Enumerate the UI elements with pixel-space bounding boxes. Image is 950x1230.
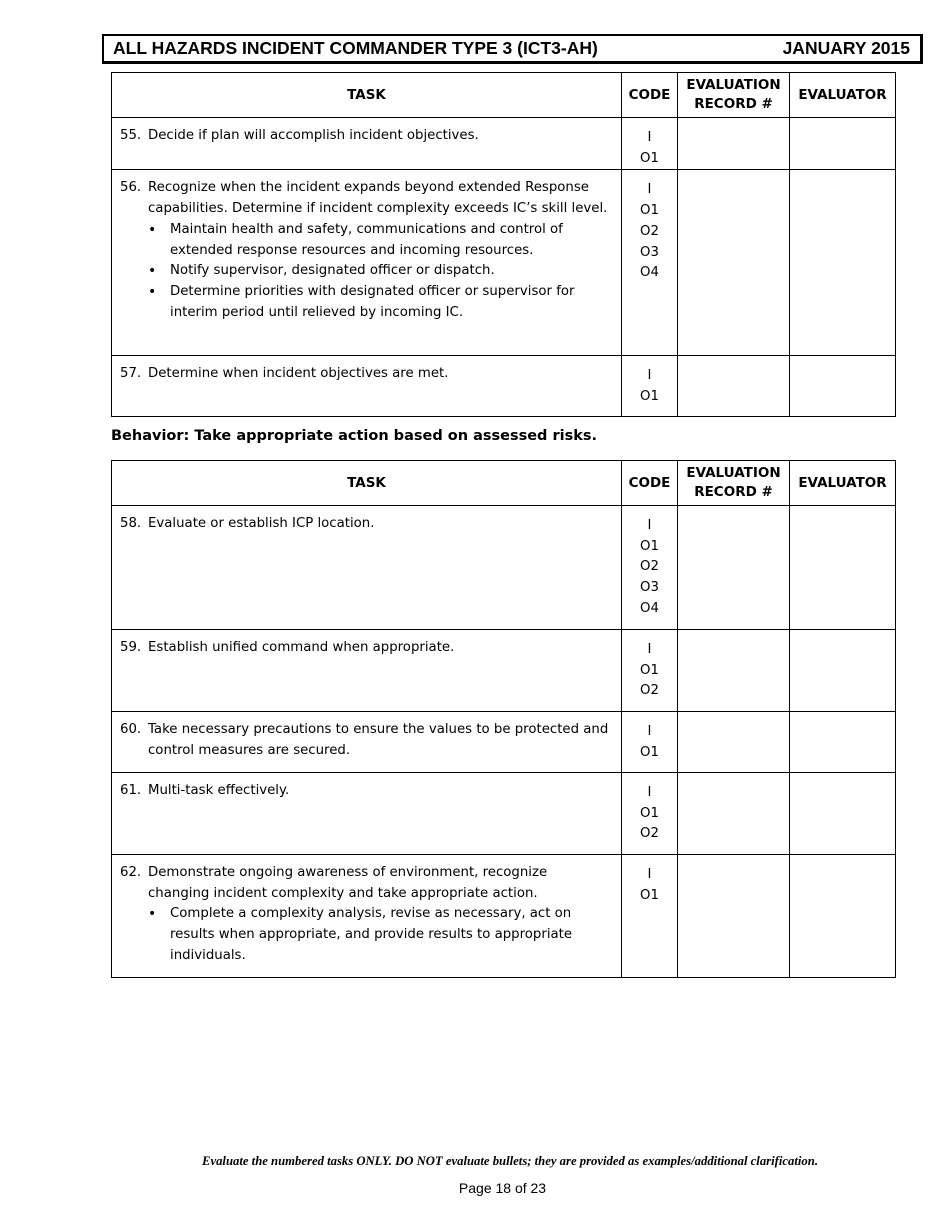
task-bullet-list [120,904,611,966]
task-number: 55. [120,128,142,143]
evaluation-record-cell[interactable] [678,630,790,712]
evaluator-cell[interactable] [790,712,896,773]
task-bullet-text: Notify supervisor, designated officer or dispatch. [170,263,495,279]
task-number: 60. [120,722,142,737]
code-value: O1 [640,662,659,678]
table-row [112,855,896,978]
bullet-icon: • [148,221,157,238]
table-row [112,773,896,855]
table-row [112,356,896,417]
bullet-icon: • [148,906,157,923]
evaluation-record-cell[interactable] [678,712,790,773]
table-row [112,170,896,356]
code-cell [622,356,678,417]
code-value: O1 [640,150,659,166]
task-line [120,514,611,535]
task-text: Demonstrate ongoing awareness of environment, recognize changing incident complexity and take appropriate action. [148,865,548,901]
bullet-icon: • [148,283,157,300]
task-column-header: TASK [112,73,622,118]
code-column-header: CODE [622,461,678,506]
code-value: O2 [640,223,659,239]
task-cell [112,773,622,855]
task-cell [112,356,622,417]
document-title: ALL HAZARDS INCIDENT COMMANDER TYPE 3 (ICT3-AH) [113,38,598,58]
code-value: O2 [640,683,659,699]
code-column-header: CODE [622,73,678,118]
task-line [120,178,611,219]
evaluator-cell[interactable] [790,773,896,855]
code-value: I [647,130,652,145]
evaluator-cell[interactable] [790,170,896,356]
task-number: 56. [120,180,142,196]
task-line [120,364,611,385]
task-cell [112,712,622,773]
task-text: Evaluate or establish ICP location. [148,516,375,531]
code-cell [622,118,678,170]
code-value: O1 [640,538,659,554]
task-cell [112,855,622,978]
table-header-row [112,461,896,506]
evaluation-record-cell[interactable] [678,855,790,978]
task-text: Decide if plan will accomplish incident objectives. [148,128,479,143]
evaluation-record-column-header [678,461,790,506]
task-number: 61. [120,783,142,798]
evaluation-record-cell[interactable] [678,506,790,630]
evaluator-cell[interactable] [790,855,896,978]
task-cell [112,506,622,630]
task-bullet [120,282,611,323]
evaluation-record-column-header [678,73,790,118]
code-value: I [647,518,652,533]
evaluation-record-header-line2: RECORD # [694,96,773,112]
task-text: Determine when incident objectives are met. [148,366,449,382]
footer-note: Evaluate the numbered tasks ONLY. DO NOT evaluate bullets; they are provided as examples/additional clarification. [201,1154,818,1168]
table-row [112,118,896,170]
table-header-row [112,73,896,118]
evaluator-cell[interactable] [790,118,896,170]
bullet-icon: • [148,263,157,280]
table-row [112,630,896,712]
evaluator-cell[interactable] [790,630,896,712]
document-date: JANUARY 2015 [782,38,910,58]
code-value: I [647,867,652,882]
task-number: 58. [120,516,142,531]
task-number: 57. [120,366,142,382]
task-cell [112,630,622,712]
task-table-2 [111,460,896,978]
task-bullet [120,904,611,966]
page-header [102,34,923,64]
task-text: Take necessary precautions to ensure the values to be protected and control measures are secured. [148,722,609,758]
code-value: I [647,785,652,800]
task-text: Recognize when the incident expands beyond extended Response capabilities. Determine if incident complexity exceeds IC’s skill level. [148,180,608,217]
task-column-header: TASK [112,461,622,506]
task-bullet-text: Determine priorities with designated officer or supervisor for interim period until relieved by incoming IC. [170,283,575,320]
page-number: Page 18 of 23 [458,1180,547,1196]
evaluation-record-header-line1: EVALUATION [686,465,781,481]
task-line [120,638,611,659]
task-table-1 [111,72,896,417]
evaluation-record-cell[interactable] [678,356,790,417]
task-number: 62. [120,865,142,880]
code-value: I [647,724,652,739]
task-line [120,126,611,147]
task-bullet-text: Maintain health and safety, communications and control of extended response resources and incoming resources. [170,221,563,258]
task-text: Establish unified command when appropriate. [148,640,455,655]
code-cell [622,855,678,978]
code-value: I [647,182,652,198]
task-bullet-text: Complete a complexity analysis, revise as necessary, act on results when appropriate, and provide results to appropriate individuals. [170,906,573,963]
behavior-heading: Behavior: Take appropriate action based on assessed risks. [111,428,598,444]
code-value: O1 [640,389,659,405]
task-text: Multi-task effectively. [148,783,290,798]
code-value: I [647,368,652,384]
code-value: O1 [640,887,659,903]
code-value: O3 [640,580,659,596]
code-cell [622,170,678,356]
evaluator-column-header: EVALUATOR [790,73,896,118]
evaluation-record-header-line1: EVALUATION [686,77,781,93]
code-cell [622,506,678,630]
code-value: I [647,642,652,657]
task-line [120,863,611,904]
evaluator-column-header: EVALUATOR [790,461,896,506]
table-row [112,506,896,630]
code-value: O4 [640,265,659,281]
task-line [120,720,611,761]
task-bullet-list [120,220,611,324]
code-value: O1 [640,203,659,219]
evaluator-cell[interactable] [790,506,896,630]
code-value: O1 [640,805,659,821]
code-cell [622,773,678,855]
task-bullet [120,261,611,282]
evaluation-record-cell[interactable] [678,118,790,170]
code-value: O2 [640,559,659,575]
table-row [112,712,896,773]
task-cell [112,170,622,356]
code-value: O3 [640,244,659,260]
evaluator-cell[interactable] [790,356,896,417]
evaluation-record-cell[interactable] [678,773,790,855]
code-value: O1 [640,744,659,760]
evaluation-record-cell[interactable] [678,170,790,356]
code-value: O4 [640,600,659,616]
task-cell [112,118,622,170]
task-line [120,781,611,802]
task-bullet [120,220,611,261]
code-cell [622,712,678,773]
code-cell [622,630,678,712]
evaluation-record-header-line2: RECORD # [694,484,773,500]
task-number: 59. [120,640,142,655]
code-value: O2 [640,826,659,842]
